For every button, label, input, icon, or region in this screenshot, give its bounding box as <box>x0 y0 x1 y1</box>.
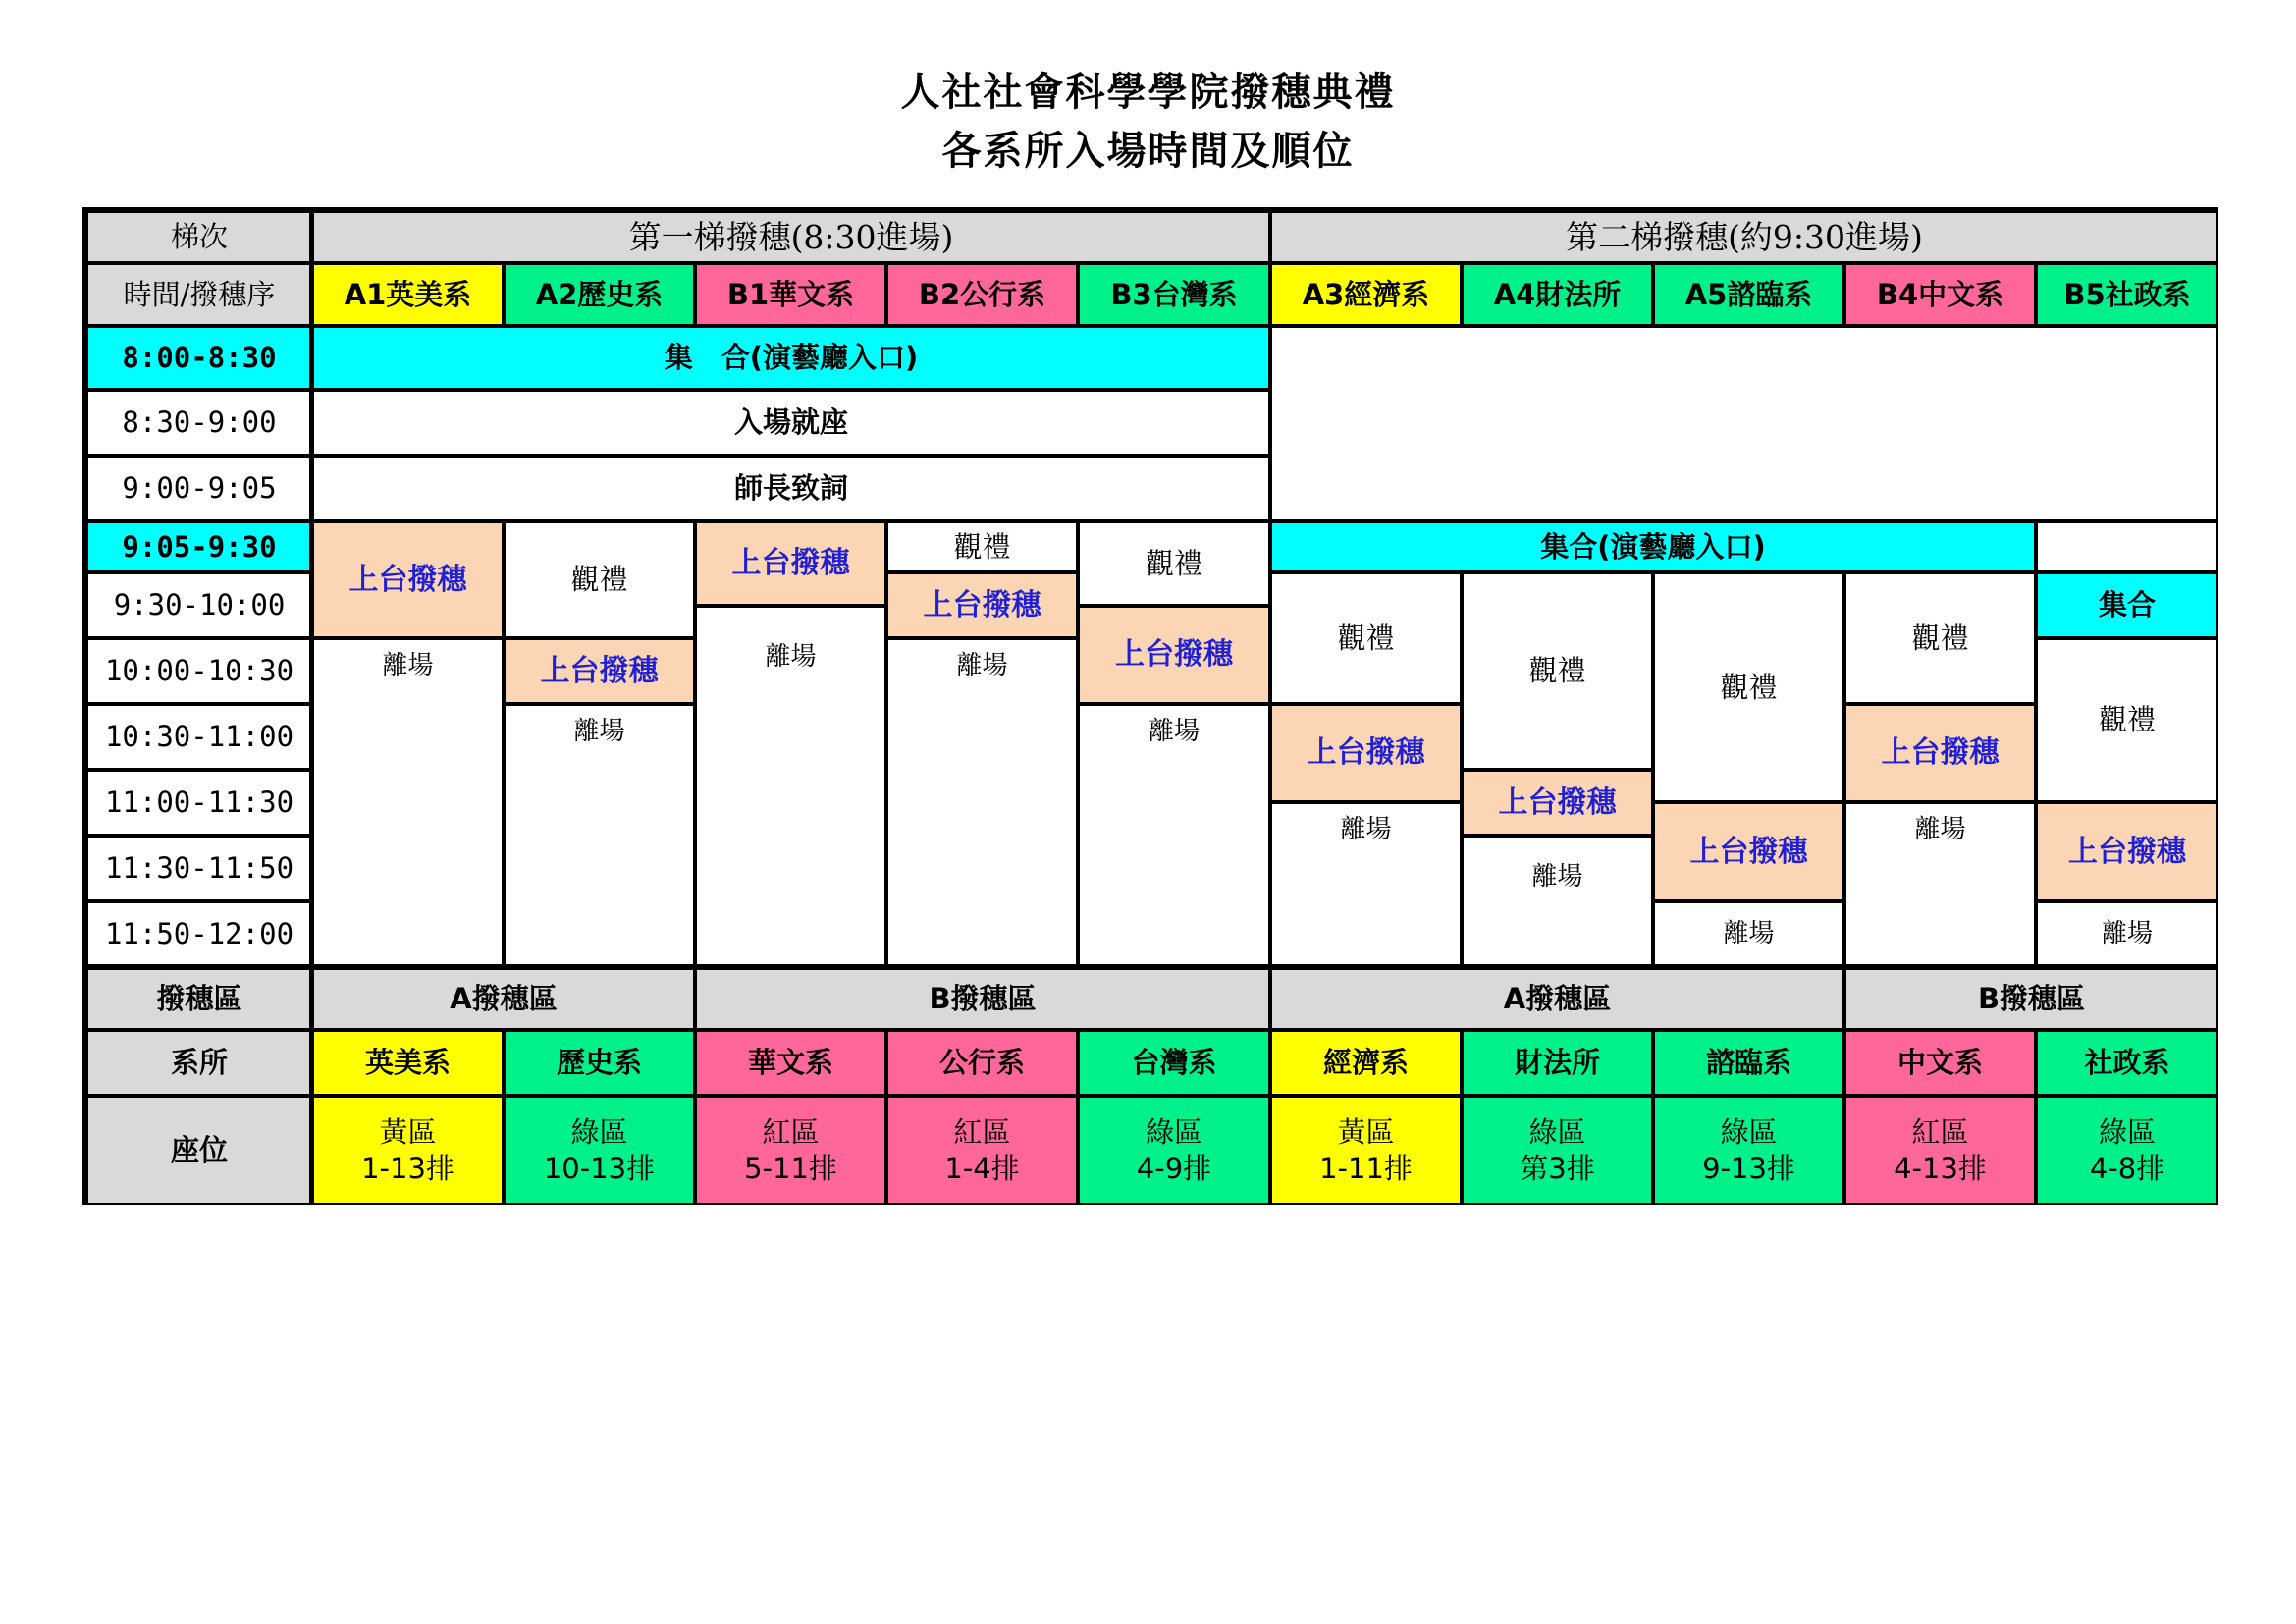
dept-a2: A2歷史系 <box>504 263 695 326</box>
enter-seating: 入場就座 <box>312 390 1270 456</box>
time-slot: 10:30-11:00 <box>86 704 312 770</box>
round2-blank <box>1270 326 2218 521</box>
seat-value: 綠區 10-13排 <box>504 1096 695 1205</box>
seat-dept: 財法所 <box>1462 1030 1653 1096</box>
on-stage-a1: 上台撥穗 <box>312 521 504 638</box>
watch-b4: 觀禮 <box>1844 572 2036 704</box>
page-subtitle: 各系所入場時間及順位 <box>941 129 1355 174</box>
time-slot: 8:30-9:00 <box>86 390 312 456</box>
on-stage-a5: 上台撥穗 <box>1653 802 1844 901</box>
watch-a5: 觀禮 <box>1653 572 1844 802</box>
on-stage-a2: 上台撥穗 <box>504 638 695 704</box>
seat-value: 綠區 4-9排 <box>1078 1096 1270 1205</box>
time-slot: 8:00-8:30 <box>86 326 312 390</box>
on-stage-a3: 上台撥穗 <box>1270 704 1462 802</box>
gather-round1: 集 合(演藝廳入口) <box>312 326 1270 390</box>
dept-b3: B3台灣系 <box>1078 263 1270 326</box>
round2-blank-b5 <box>2036 521 2218 572</box>
leave-a1: 離場 <box>312 638 504 966</box>
dept-a4: A4財法所 <box>1462 263 1653 326</box>
round-label: 梯次 <box>86 211 312 263</box>
time-slot: 9:30-10:00 <box>86 572 312 638</box>
dept-a1: A1英美系 <box>312 263 504 326</box>
dept-b1: B1華文系 <box>695 263 886 326</box>
round-divider <box>1268 211 1272 1205</box>
watch-a3: 觀禮 <box>1270 572 1462 704</box>
leave-a5: 離場 <box>1653 901 1844 966</box>
order-label: 時間/撥穗序 <box>86 263 312 326</box>
leave-b1: 離場 <box>695 606 886 966</box>
zone-a-round1: A撥穗區 <box>312 968 695 1030</box>
schedule-table <box>82 207 2218 1205</box>
dept-a3: A3經濟系 <box>1270 263 1462 326</box>
zone-b-round2: B撥穗區 <box>1844 968 2218 1030</box>
seat-dept: 公行系 <box>886 1030 1078 1096</box>
time-slot: 10:00-10:30 <box>86 638 312 704</box>
on-stage-b2: 上台撥穗 <box>886 572 1078 638</box>
dept-a5: A5諮臨系 <box>1653 263 1844 326</box>
column-divider <box>309 211 313 1205</box>
time-slot: 11:30-11:50 <box>86 836 312 901</box>
speech: 師長致詞 <box>312 456 1270 521</box>
dept-b5: B5社政系 <box>2036 263 2218 326</box>
watch-b3: 觀禮 <box>1078 521 1270 606</box>
watch-a2: 觀禮 <box>504 521 695 638</box>
seat-dept: 台灣系 <box>1078 1030 1270 1096</box>
dept-label: 系所 <box>86 1030 312 1096</box>
leave-a2: 離場 <box>504 704 695 966</box>
dept-b2: B2公行系 <box>886 263 1078 326</box>
time-slot: 9:05-9:30 <box>86 521 312 572</box>
round1-header: 第一梯撥穗(8:30進場) <box>312 211 1270 263</box>
zone-label: 撥穗區 <box>86 968 312 1030</box>
on-stage-b5: 上台撥穗 <box>2036 802 2218 901</box>
gather-round2: 集合(演藝廳入口) <box>1270 521 2036 572</box>
time-slot: 11:50-12:00 <box>86 901 312 966</box>
leave-b5: 離場 <box>2036 901 2218 966</box>
round2-header: 第二梯撥穗(約9:30進場) <box>1270 211 2218 263</box>
zone-a-round2: A撥穗區 <box>1270 968 1844 1030</box>
watch-b2: 觀禮 <box>886 521 1078 572</box>
gather-b5: 集合 <box>2036 572 2218 638</box>
seat-value: 綠區 第3排 <box>1462 1096 1653 1205</box>
leave-b3: 離場 <box>1078 704 1270 966</box>
time-slot: 11:00-11:30 <box>86 770 312 836</box>
seat-value: 黃區 1-13排 <box>312 1096 504 1205</box>
watch-b5: 觀禮 <box>2036 638 2218 802</box>
page-title: 人社社會科學學院撥穗典禮 <box>900 70 1396 115</box>
seat-value: 紅區 4-13排 <box>1844 1096 2036 1205</box>
leave-a3: 離場 <box>1270 802 1462 966</box>
seat-value: 綠區 9-13排 <box>1653 1096 1844 1205</box>
seat-dept: 經濟系 <box>1270 1030 1462 1096</box>
seat-label: 座位 <box>86 1096 312 1205</box>
leave-b2: 離場 <box>886 638 1078 966</box>
leave-a4: 離場 <box>1462 836 1653 966</box>
on-stage-b1: 上台撥穗 <box>695 521 886 606</box>
seat-dept: 歷史系 <box>504 1030 695 1096</box>
seat-dept: 中文系 <box>1844 1030 2036 1096</box>
seat-value: 紅區 5-11排 <box>695 1096 886 1205</box>
seat-dept: 社政系 <box>2036 1030 2218 1096</box>
seat-dept: 英美系 <box>312 1030 504 1096</box>
dept-b4: B4中文系 <box>1844 263 2036 326</box>
watch-a4: 觀禮 <box>1462 572 1653 770</box>
seat-dept: 華文系 <box>695 1030 886 1096</box>
seat-value: 黃區 1-11排 <box>1270 1096 1462 1205</box>
time-slot: 9:00-9:05 <box>86 456 312 521</box>
zone-b-round1: B撥穗區 <box>695 968 1270 1030</box>
leave-b4: 離場 <box>1844 802 2036 966</box>
on-stage-b3: 上台撥穗 <box>1078 606 1270 704</box>
on-stage-a4: 上台撥穗 <box>1462 770 1653 836</box>
seat-value: 紅區 1-4排 <box>886 1096 1078 1205</box>
on-stage-b4: 上台撥穗 <box>1844 704 2036 802</box>
seat-dept: 諮臨系 <box>1653 1030 1844 1096</box>
seat-value: 綠區 4-8排 <box>2036 1096 2218 1205</box>
